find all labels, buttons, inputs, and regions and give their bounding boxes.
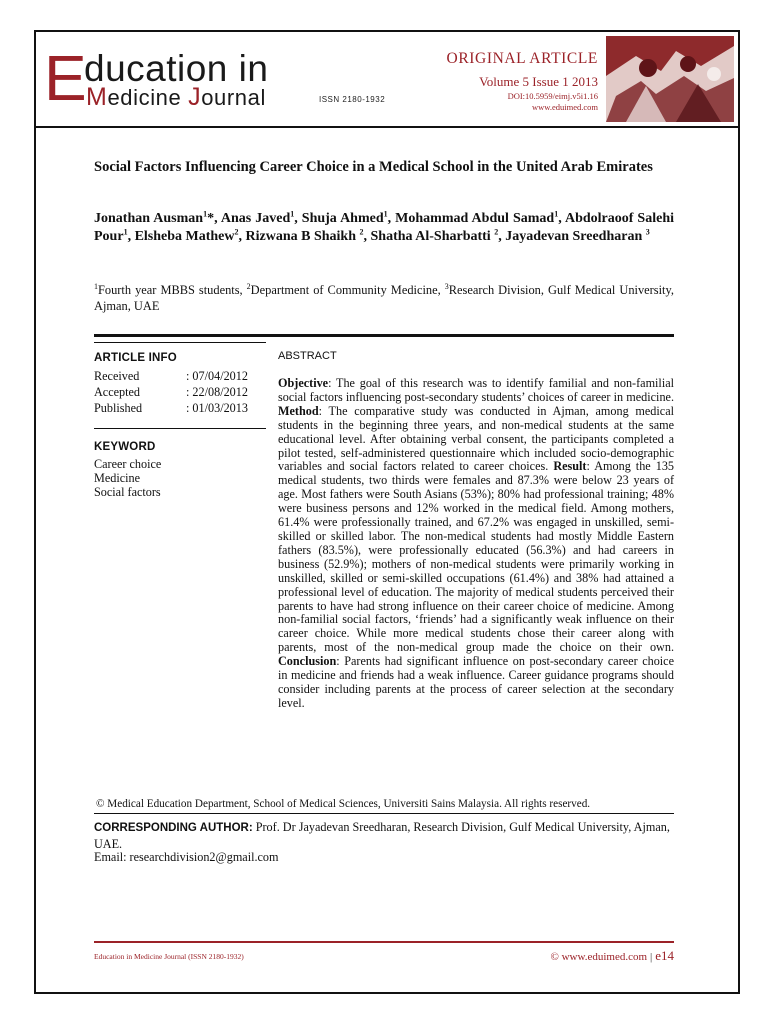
issn-label: ISSN 2180-1932 [319, 95, 386, 104]
affiliations: $^1$Fourth year MBBS students, $^2$Department of Community Medicine, $^3$Research Division, Gulf Medical University, Ajman, UAE [94, 281, 674, 313]
author-list: Jonathan Ausman$^1$*, Anas Javed$^1$, Shuja Ahmed$^1$, Mohammad Abdul Samad$^1$, Abdolraoof Salehi Pour$^1$, Elsheba Mathew$^2$, Rizwana B Shaikh $^2$, Shatha Al-Sharbatti $^2$, Jayadevan Sreedharan $^3$ [94, 209, 675, 244]
author: Rizwana B Shaikh [245, 229, 356, 244]
info-divider [94, 342, 266, 343]
keyword-heading: KEYWORD [94, 441, 156, 453]
author: Jayadevan Sreedharan [505, 229, 643, 244]
logo-letter-e: E [44, 42, 87, 114]
author: Shatha Al-Sharbatti [370, 229, 491, 244]
keyword-item: Social factors [94, 485, 161, 499]
author: Anas Javed [220, 211, 291, 226]
header-photo [606, 36, 734, 122]
footer-right: © www.eduimed.com | e14 [550, 948, 674, 963]
article-type: ORIGINAL ARTICLE [446, 50, 598, 67]
journal-header [34, 30, 740, 128]
article-info-table [94, 368, 248, 416]
copyright-notice: © Medical Education Department, School of Medical Sciences, Universiti Sains Malaysia. All rights reserved. [96, 798, 591, 810]
keyword-item: Medicine [94, 471, 141, 485]
article-info-heading: ARTICLE INFO [94, 352, 177, 364]
info-row-published: Published : 01/03/2013 [94, 401, 248, 415]
abstract-body: Objective: The goal of this research was to identify familial and non-familial social factors influencing post-secondary students’ choices of career in medicine. Method: The comparative study was conducted in Ajman, among medical students in the beginning three years, and non-medical students at the same educational level. After obtaining verbal consent, the participants completed a pilot tested, self-administered questionnaire which included socio-demographic variables and social factors related to career choices. Result: Among the 135 medical students, two thirds were females and 87.3% were below 23 years of age. Most fathers were South Asians (53%); 80% had professional training; 48% were business persons and 12% worked in the medical field. Among mothers, 61.4% were professionally trained, and 67.2% was engaged in unskilled, semi-skilled or skilled labor. The non-medical students had mostly Middle Eastern fathers (83.5%), were professionally educated (56.3%) and had careers in business (52.9%); mothers of non-medical students were primarily working in unskilled, skilled or semi-skilled occupations (61.4%) and 38% had attained a professional level of education. The majority of medical students perceived their parents to have had strong influence on their career choice of medicine. Among non-familial social factors, ‘friends’ had a significantly weak influence on their career choice. While more medical students chose their career along with parents, most of the non-medical group made the choice on their own. Conclusion: Parents had significant influence on post-secondary career choice in medicine and friends had a weak influence. Career guidance programs should consider including parents at the process of career selection at the secondary level. [278, 376, 675, 710]
corresponding-email[interactable]: Email: researchdivision2@gmail.com [94, 850, 279, 864]
author: Abdolraoof Salehi Pour [94, 211, 675, 244]
author: Mohammad Abdul Samad [395, 211, 555, 226]
header-meta [447, 50, 598, 112]
page-number: e14 [655, 948, 674, 963]
keyword-list [94, 457, 161, 499]
abstract-heading: ABSTRACT [278, 350, 337, 362]
author: Elsheba Mathew [134, 229, 235, 244]
info-row-accepted: Accepted : 22/08/2012 [94, 385, 248, 399]
copyright-divider [94, 813, 674, 814]
section-divider [94, 334, 674, 337]
website-link[interactable]: www.eduimed.com [531, 102, 598, 112]
author: Shuja Ahmed [301, 211, 384, 226]
keyword-item: Career choice [94, 457, 162, 471]
logo-line-2: Medicine Journal [86, 83, 266, 111]
author: Jonathan Ausman [94, 211, 204, 226]
corresponding-author: CORRESPONDING AUTHOR: Prof. Dr Jayadevan Sreedharan, Research Division, Gulf Medical University, Ajman, UAE. [94, 820, 670, 851]
info-row-received: Received : 07/04/2012 [94, 369, 248, 383]
footer-journal: Education in Medicine Journal (ISSN 2180-1932) [94, 952, 244, 961]
footer-website[interactable]: © www.eduimed.com [550, 951, 648, 963]
logo-line-1: ducation in [84, 48, 269, 89]
article-title: Social Factors Influencing Career Choice in a Medical School in the United Arab Emirates [94, 159, 653, 175]
footer-divider [94, 941, 674, 943]
doi: DOI:10.5959/eimj.v5i1.16 [507, 91, 598, 101]
keyword-divider [94, 428, 266, 429]
volume-issue: Volume 5 Issue 1 2013 [479, 74, 598, 89]
